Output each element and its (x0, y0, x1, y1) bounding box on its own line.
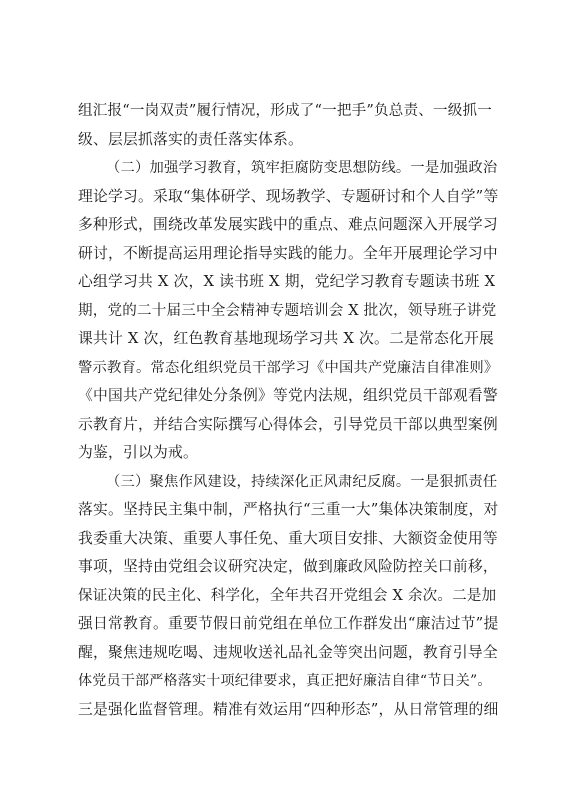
text-line: 强日常教育。重要节假日前党组在单位工作群发出“廉洁过节”提 (78, 615, 498, 632)
text-line: 警示教育。常态化组织党员干部学习《中国共产党廉洁自律准则》 (78, 359, 498, 376)
text-line: 我委重大决策、重要人事任免、重大项目安排、大额资金使用等 (78, 529, 498, 547)
text-line: 落实。坚持民主集中制，严格执行“三重一大”集体决策制度，对 (78, 501, 498, 518)
text-line: 级、层层抓落实的责任落实体系。 (78, 130, 303, 148)
text-line: 组汇报“一岗双责”履行情况，形成了“一把手”负总责、一级抓一 (78, 102, 492, 119)
text-line: 多种形式，围绕改革发展实践中的重点、难点问题深入开展学习 (78, 216, 498, 233)
text-line: 理论学习。采取“集体研学、现场教学、专题研讨和个人自学”等 (78, 187, 498, 205)
text-line: 《中国共产党纪律处分条例》等党内法规，组织党员干部观看警 (78, 387, 498, 404)
text-line: 为鉴，引以为戒。 (78, 444, 198, 461)
text-line: 研讨，不断提高运用理论指导实践的能力。全年开展理论学习中 (78, 244, 498, 262)
text-line: 保证决策的民主化、科学化，全年共召开党组会 X 余次。二是加 (78, 586, 497, 604)
text-line: 醒，聚焦违规吃喝、违规收送礼品礼金等突出问题，教育引导全 (78, 643, 498, 661)
text-line: 三是强化监督管理。精准有效运用“四种形态”，从日常管理的细 (78, 700, 498, 718)
text-line: 事项，坚持由党组会议研究决定，做到廉政风险防控关口前移， (78, 558, 498, 575)
text-line: 课共计 X 次，红色教育基地现场学习共 X 次。二是常态化开展 (78, 330, 495, 347)
text-line: 示教育片，并结合实际撰写心得体会，引导党员干部以典型案例 (78, 415, 498, 433)
section-heading-line: （三）聚焦作风建设，持续深化正风肃纪反腐。一是狠抓责任 (106, 473, 498, 490)
text-line: 期，党的二十届三中全会精神专题培训会 X 批次，领导班子讲党 (78, 301, 497, 319)
text-line: 心组学习共 X 次，X 读书班 X 期，党纪学习教育专题读书班 X (78, 273, 496, 290)
body-text (78, 97, 498, 724)
section-heading-line: （二）加强学习教育，筑牢拒腐防变思想防线。一是加强政治 (106, 160, 498, 176)
text-line: 体党员干部严格落实十项纪律要求，真正把好廉洁自律“节日关”。 (78, 673, 492, 689)
